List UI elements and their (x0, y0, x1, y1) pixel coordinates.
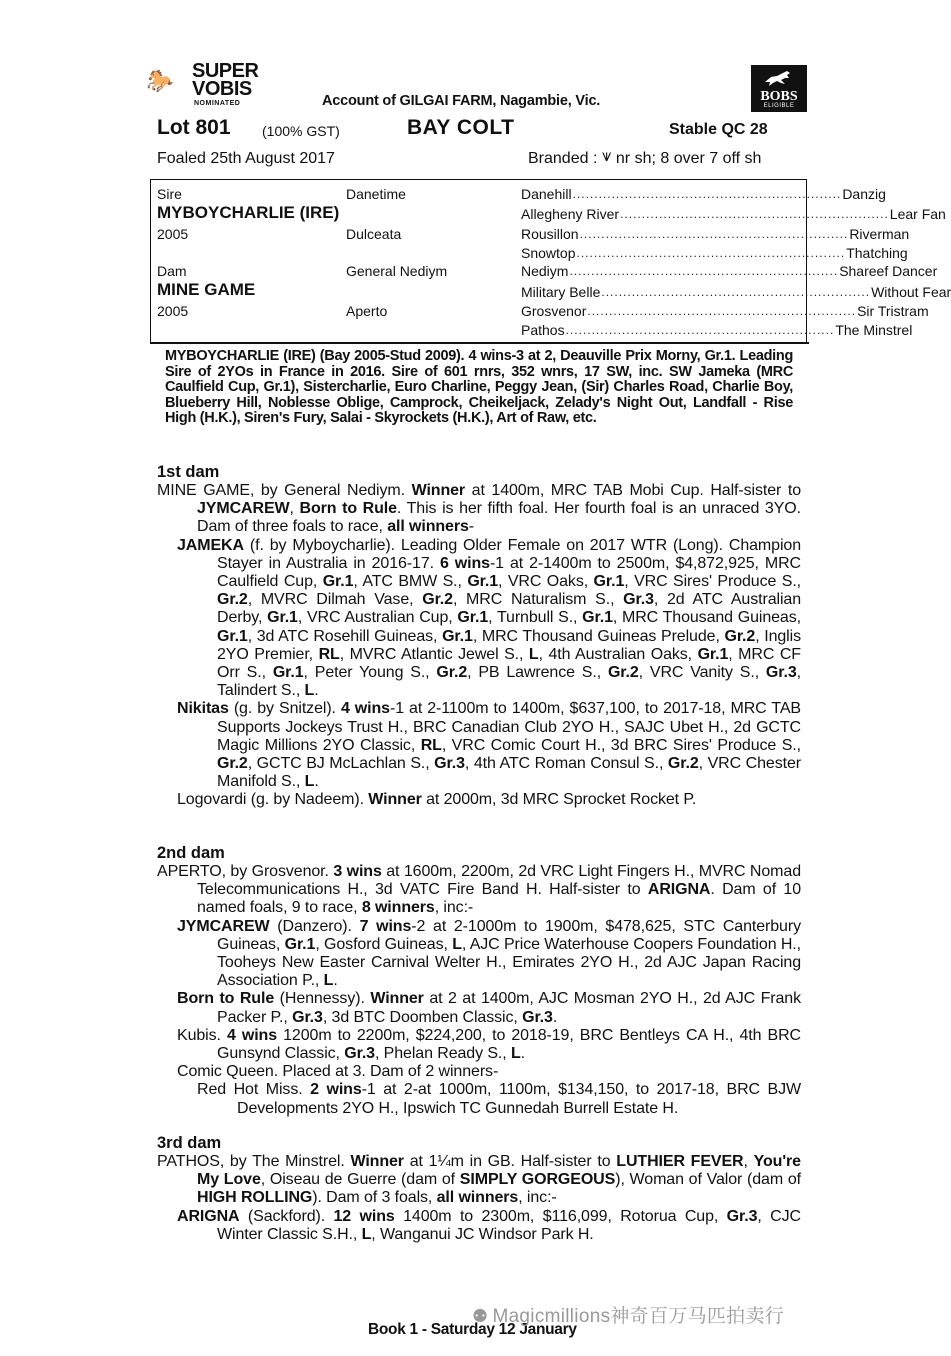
catalogue-footer: Book 1 - Saturday 12 January (368, 1321, 577, 1338)
branded-label: Branded : (528, 150, 598, 167)
grand-progeny-entry: Red Hot Miss. 2 wins-1 at 2-at 1000m, 1100m, $134,150, to 2017-18, BRC BJW Developments 2YO H., Ipswich TC Gunnedah Burrell Estate H. (197, 1081, 801, 1117)
wechat-icon: ⚉ (472, 1306, 489, 1326)
grandsire-sire: Danetime (346, 186, 406, 202)
logo-super-text: SUPER (192, 60, 259, 82)
progeny-entry: JYMCAREW (Danzero). 7 wins-2 at 2-1000m to 1900m, $478,625, STC Canterbury Guineas, Gr.1, Gosford Guineas, L, AJC Price Waterhouse Coopers Foundation H., Tooheys New Easter Carnival Welter H., Emirates 2YO H., 2d AJC Japan Racing Association P., L. (177, 917, 801, 990)
super-vobis-logo (145, 60, 285, 112)
watermark (472, 1301, 784, 1328)
sire-year: 2005 (157, 226, 189, 242)
foaled-date: Foaled 25th August 2017 (157, 150, 335, 167)
pedigree-gen3-row: Snowtop .............................................................. Thatching (521, 245, 908, 261)
pedigree-table (150, 179, 951, 343)
dam-name: MINE GAME (157, 280, 256, 299)
brand-info (528, 146, 762, 168)
dam1-intro: MINE GAME, by General Nediym. Winner at 1400m, MRC TAB Mobi Cup. Half-sister to JYMCAREW, Born to Rule. This is her fifth foal. Her fourth foal is an unraced 3YO. Dam of three foals to race, all winners- (157, 482, 801, 536)
progeny-entry: Kubis. 4 wins 1200m to 2200m, $224,200, to 2018-19, BRC Bentleys CA H., 4th BRC Gunsynd Classic, Gr.3, Phelan Ready S., L. (177, 1026, 802, 1063)
vendor-account: Account of GILGAI FARM, Nagambie, Vic. (322, 93, 601, 109)
pedigree-gen3-row: Pathos .............................................................. The Minstrel (521, 322, 913, 338)
horse-logo-icon: 🐎 (145, 68, 172, 93)
pedigree-gen3-row: Rousillon .............................................................. Riverman (521, 226, 910, 242)
running-horse-icon (763, 70, 795, 88)
progeny-entry: ARIGNA (Sackford). 12 wins 1400m to 2300m, $116,099, Rotorua Cup, Gr.3, CJC Winter Classic S.H., L, Wanganui JC Windsor Park H. (177, 1207, 801, 1243)
dam3-intro: PATHOS, by The Minstrel. Winner at 1¼m in GB. Half-sister to LUTHIER FEVER, You're My Love, Oiseau de Guerre (dam of SIMPLY GORGEOUS), Woman of Valor (dam of HIGH ROLLING). Dam of 3 foals, all winners, inc:- (157, 1153, 801, 1207)
gst-note: (100% GST) (262, 123, 340, 139)
dam1-heading: 1st dam (157, 463, 220, 481)
pedigree-divider (150, 342, 809, 344)
grandsire-dam: General Nediym (346, 263, 448, 279)
granddam-dam: Aperto (346, 303, 388, 319)
logo-nominated-text: NOMINATED (194, 100, 241, 107)
pedigree-gen3-row: Military Belle .............................................................. Without Fear (521, 284, 951, 300)
sire-name: MYBOYCHARLIE (IRE) (157, 203, 340, 222)
dam-label: Dam (157, 263, 187, 279)
horse-description: BAY COLT (407, 116, 515, 139)
pedigree-gen3-row: Danehill .............................................................. Danzig (521, 186, 886, 202)
dam2-intro: APERTO, by Grosvenor. 3 wins at 1600m, 2200m, 2d VRC Light Fingers H., MVRC Nomad Telecommunications H., 3d VATC Fire Band H. Half-sister to ARIGNA. Dam of 10 named foals, 9 to race, 8 winners, inc:- (157, 863, 801, 917)
granddam-sire: Dulceata (346, 226, 402, 242)
stable-location: Stable QC 28 (669, 121, 768, 138)
sire-summary: MYBOYCHARLIE (IRE) (Bay 2005-Stud 2009). 4 wins-3 at 2, Deauville Prix Morny, Gr.1. Leading Sire of 2YOs in France in 2016. Sire of 601 rnrs, 352 wnrs, 17 SW, inc. SW Jameka (MRC Caulfield Cup, Gr.1), Sistercharlie, Euro Charline, Peggy Jean, (Sir) Charles Road, Charlie Boy, Blueberry Hill, Noblesse Oblige, Camprock, Cheikeljack, Zelady's Night Out, Landfall - Rise High (H.K.), Siren's Fury, Salai - Skyrockets (H.K.), Art of Raw, etc. (165, 348, 793, 426)
pedigree-gen3-row: Grosvenor .............................................................. Sir Tristram (521, 303, 929, 319)
dam3-section (157, 1134, 801, 1244)
dam2-section (157, 844, 801, 1118)
progeny-entry: Born to Rule (Hennessy). Winner at 2 at 1400m, AJC Mosman 2YO H., 2d AJC Frank Packer P., Gr.3, 3d BTC Doomben Classic, Gr.3. (177, 990, 802, 1026)
bobs-eligible-text: ELIGIBLE (763, 103, 795, 109)
pedigree-gen3-row: Nediym .............................................................. Shareef Dancer (521, 263, 938, 279)
lot-number: Lot 801 (157, 116, 231, 139)
dam1-section (157, 463, 801, 810)
pedigree-gen3-row: Allegheny River .............................................................. Lear Fan (521, 206, 946, 222)
progeny-entry: Logovardi (g. by Nadeem). Winner at 2000m, 3d MRC Sprocket Rocket P. (177, 791, 697, 809)
dam3-heading: 3rd dam (157, 1134, 222, 1152)
logo-vobis-text: VOBIS (192, 78, 252, 100)
dam-year: 2005 (157, 303, 189, 319)
sire-label: Sire (157, 186, 182, 202)
progeny-entry: Nikitas (g. by Snitzel). 4 wins-1 at 2-1100m to 1400m, $637,100, to 2017-18, MRC TAB Supports Jockeys Trust H., BRC Canadian Club 2YO H., SAJC Ubet H., 2d GCTC Magic Millions 2YO Classic, RL, VRC Comic Court H., 3d BRC Sires' Produce S., Gr.2, GCTC BJ McLachlan S., Gr.3, 4th ATC Roman Consul S., Gr.2, VRC Chester Manifold S., L. (177, 700, 802, 791)
bobs-logo-text: BOBS (760, 89, 798, 104)
watermark-text: Magicmillions神奇百万马匹拍卖行 (492, 1306, 785, 1327)
bobs-logo (751, 65, 807, 112)
dam2-heading: 2nd dam (157, 844, 225, 862)
progeny-entry: Comic Queen. Placed at 3. Dam of 2 winners- (177, 1063, 499, 1081)
brand-mark-icon: ⩛ (601, 146, 612, 165)
branded-details: nr sh; 8 over 7 off sh (615, 150, 762, 167)
progeny-entry: JAMEKA (f. by Myboycharlie). Leading Older Female on 2017 WTR (Long). Champion Stayer in Australia in 2016-17. 6 wins-1 at 2-1400m to 2500m, $4,872,925, MRC Caulfield Cup, Gr.1, ATC BMW S., Gr.1, VRC Oaks, Gr.1, VRC Sires' Produce S., Gr.2, MVRC Dilmah Vase, Gr.2, MRC Naturalism S., Gr.3, 2d ATC Australian Derby, Gr.1, VRC Australian Cup, Gr.1, Turnbull S., Gr.1, MRC Thousand Guineas, Gr.1, 3d ATC Rosehill Guineas, Gr.1, MRC Thousand Guineas Prelude, Gr.2, Inglis 2YO Premier, RL, MVRC Atlantic Jewel S., L, 4th Australian Oaks, Gr.1, MRC CF Orr S., Gr.1, Peter Young S., Gr.2, PB Lawrence S., Gr.2, VRC Vanity S., Gr.3, Talindert S., L. (177, 536, 802, 700)
